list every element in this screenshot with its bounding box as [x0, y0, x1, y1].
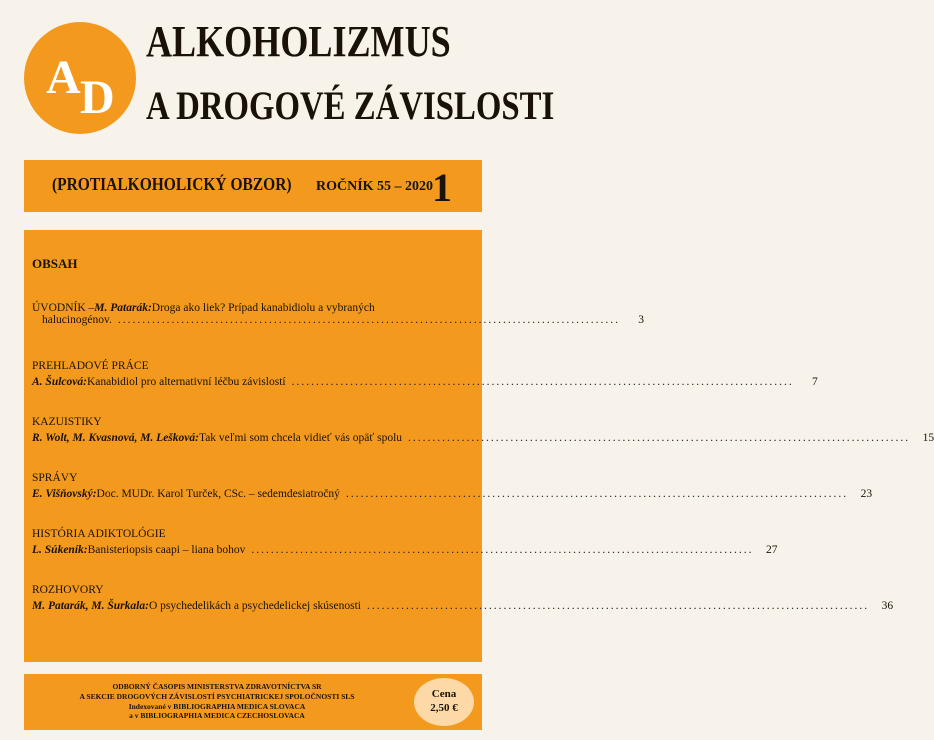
- toc-entry-review: [32, 360, 818, 388]
- toc-page: 36: [881, 600, 894, 612]
- journal-subtitle: (PROTIALKOHOLICKÝ OBZOR): [52, 174, 292, 194]
- toc-category: ROZHOVORY: [32, 584, 104, 596]
- issue-number: 1: [432, 165, 452, 210]
- toc-category: SPRÁVY: [32, 472, 78, 484]
- toc-page: 27: [766, 544, 778, 556]
- toc-author: A. Šulcová:: [32, 376, 87, 388]
- toc-leader: .......................................................................................................: [251, 544, 754, 556]
- table-of-contents: [24, 230, 934, 662]
- toc-leader: .......................................................................................................: [367, 600, 870, 612]
- toc-author: R. Wolt, M. Kvasnová, M. Lešková:: [32, 432, 199, 444]
- toc-category: HISTÓRIA ADIKTOLÓGIE: [32, 528, 166, 540]
- toc-leader: .......................................................................................................: [117, 314, 620, 326]
- price-value: 2,50 €: [430, 702, 458, 714]
- toc-entry-news: [32, 472, 873, 500]
- toc-entry-editorial: [32, 302, 644, 326]
- toc-author: E. Višňovský:: [32, 488, 97, 500]
- logo-letter-a: A: [46, 51, 81, 104]
- toc-page: 23: [860, 488, 873, 500]
- publisher-line: A SEKCIE DROGOVÝCH ZÁVISLOSTÍ PSYCHIATRICKEJ SPOLOČNOSTI SLS: [79, 691, 355, 701]
- toc-title: O psychedelikách a psychedelickej skúsenosti: [148, 600, 361, 612]
- toc-entry-history: [32, 528, 778, 556]
- toc-heading: OBSAH: [32, 256, 78, 271]
- toc-title: Droga ako liek? Prípad kanabidiolu a vybraných: [151, 302, 375, 314]
- toc-title: Kanabidiol pro alternativní léčbu závislostí: [86, 376, 286, 388]
- toc-leader: .......................................................................................................: [291, 376, 794, 388]
- toc-page: 3: [638, 314, 644, 326]
- toc-title-cont: halucinogénov.: [42, 314, 112, 326]
- toc-entry-case: [32, 416, 934, 444]
- toc-title: Doc. MUDr. Karol Turček, CSc. – sedemdesiatročný: [96, 488, 340, 500]
- subtitle-band: [24, 160, 482, 212]
- toc-entry-interview: [32, 584, 894, 612]
- price-label: Cena: [431, 688, 457, 700]
- publisher-line: ODBORNÝ ČASOPIS MINISTERSTVA ZDRAVOTNÍCTVA SR: [112, 682, 322, 691]
- price-badge: [414, 678, 474, 726]
- toc-title: Tak veľmi som chcela vidieť vás opäť spolu: [198, 432, 403, 444]
- index-line: a v BIBLIOGRAPHIA MEDICA CZECHOSLOVACA: [129, 711, 305, 721]
- publisher-footer: [24, 674, 482, 730]
- volume-year: ROČNÍK 55 – 2020: [316, 179, 434, 194]
- journal-title-line1: ALKOHOLIZMUS: [146, 17, 451, 66]
- toc-author: M. Patarák:: [94, 302, 152, 314]
- logo-letter-d: D: [80, 71, 115, 124]
- index-line: Indexované v BIBLIOGRAPHIA MEDICA SLOVACA: [128, 701, 306, 711]
- publisher-info: [42, 682, 392, 721]
- toc-title: Banisteriopsis caapi – liana bohov: [87, 544, 246, 556]
- toc-category: KAZUISTIKY: [32, 416, 102, 428]
- toc-category: PREHLADOVÉ PRÁCE: [32, 360, 149, 372]
- toc-category: ÚVODNÍK –: [32, 302, 95, 314]
- journal-title-line2: A DROGOVÉ ZÁVISLOSTI: [146, 83, 555, 128]
- toc-leader: .......................................................................................................: [408, 432, 911, 444]
- ad-logo: [24, 22, 136, 134]
- toc-author: M. Patarák, M. Šurkala:: [32, 600, 149, 612]
- toc-page: 15: [922, 432, 934, 444]
- toc-author: L. Súkeník:: [32, 544, 88, 556]
- toc-page: 7: [811, 376, 818, 388]
- toc-leader: .......................................................................................................: [345, 488, 849, 500]
